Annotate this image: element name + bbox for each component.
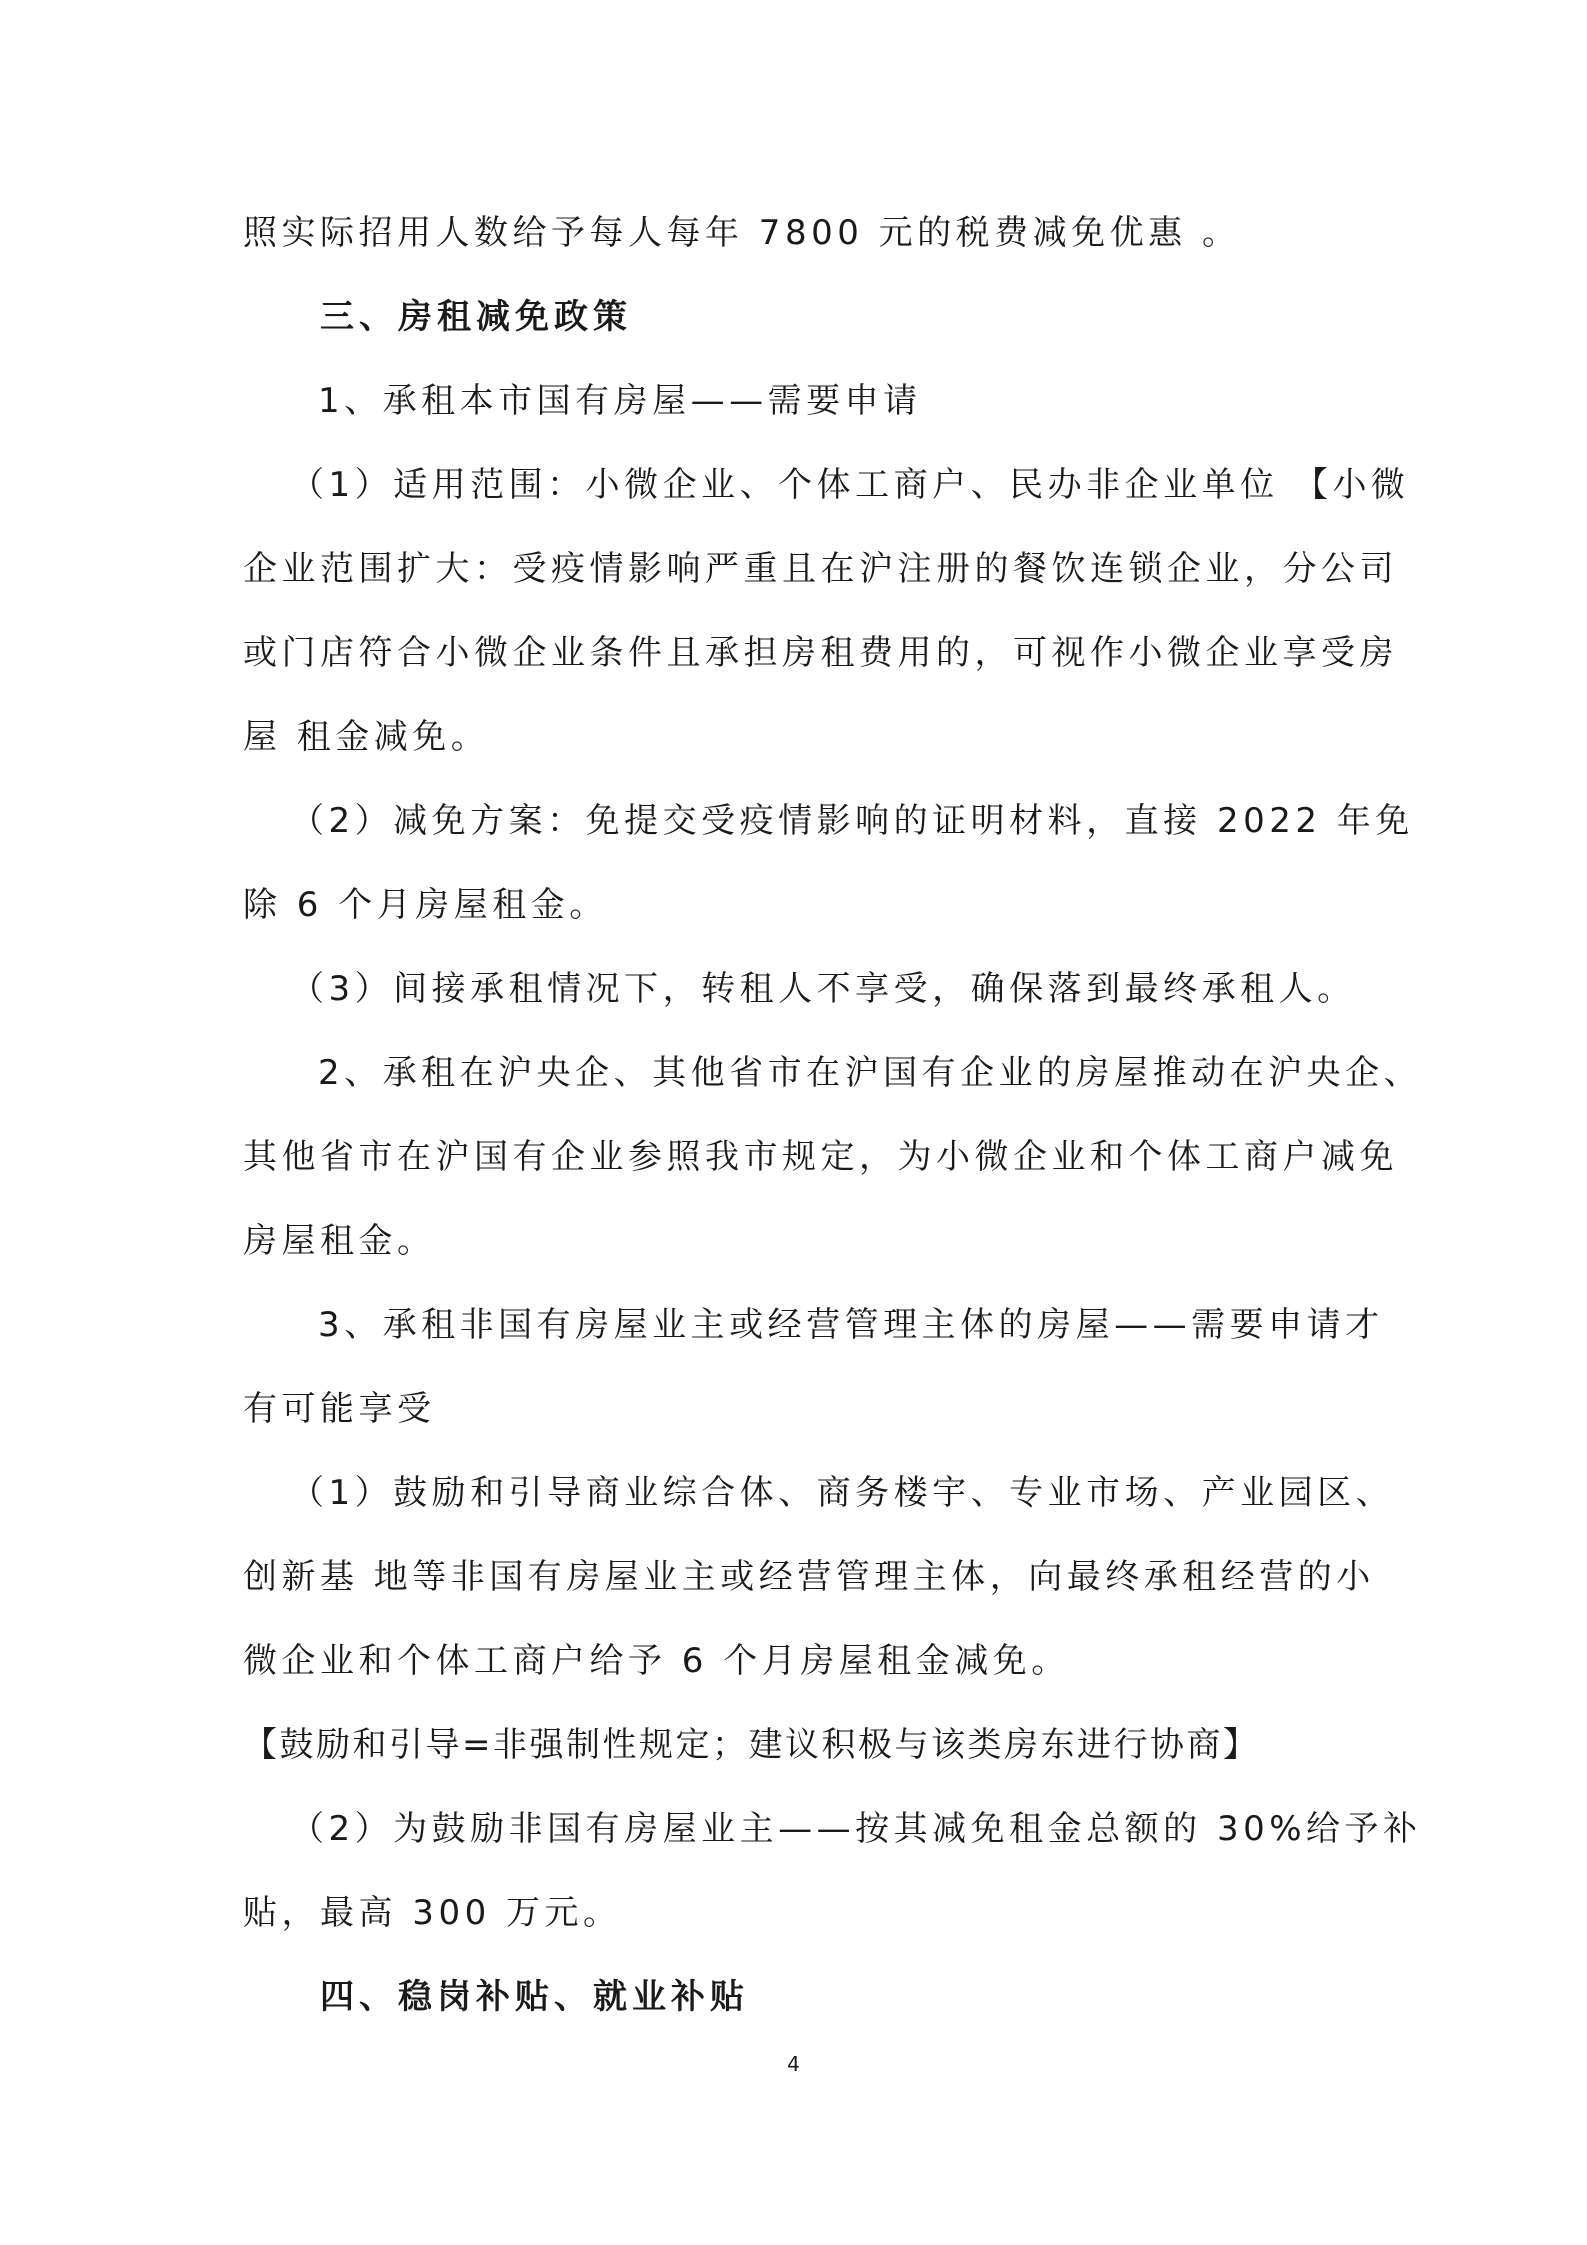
paragraph-line: （1）适用范围：小微企业、个体工商户、民办非企业单位 【小微 xyxy=(290,465,1410,505)
paragraph-line: 或门店符合小微企业条件且承担房租费用的，可视作小微企业享受房 xyxy=(243,633,1398,673)
subsection-heading-1: 1、承租本市国有房屋——需要申请 xyxy=(318,381,922,421)
paragraph-continuation: 照实际招用人数给予每人每年 7800 元的税费减免优惠 。 xyxy=(243,213,1241,253)
paragraph-line: 房屋租金。 xyxy=(243,1221,436,1261)
paragraph-line: （3）间接承租情况下，转租人不享受，确保落到最终承租人。 xyxy=(290,969,1356,1009)
paragraph-line: 除 6 个月房屋租金。 xyxy=(243,885,608,925)
paragraph-line: 贴，最高 300 万元。 xyxy=(243,1893,622,1933)
note-line: 【鼓励和引导=非强制性规定；建议积极与该类房东进行协商】 xyxy=(243,1725,1260,1765)
paragraph-line: 有可能享受 xyxy=(243,1389,436,1429)
page-number: 4 xyxy=(787,2052,800,2076)
paragraph-line: 创新基 地等非国有房屋业主或经营管理主体，向最终承租经营的小 xyxy=(243,1557,1375,1597)
subsection-heading-2: 2、承租在沪央企、其他省市在沪国有企业的房屋推动在沪央企、 xyxy=(318,1053,1423,1093)
section-heading-4: 四、稳岗补贴、就业补贴 xyxy=(320,1977,749,2017)
paragraph-line: 企业范围扩大：受疫情影响严重且在沪注册的餐饮连锁企业，分公司 xyxy=(243,549,1398,589)
paragraph-line: （2）减免方案：免提交受疫情影响的证明材料，直接 2022 年免 xyxy=(290,801,1414,841)
section-heading-3: 三、房租减免政策 xyxy=(320,297,632,337)
paragraph-line: 屋 租金减免。 xyxy=(243,717,490,757)
paragraph-line: 微企业和个体工商户给予 6 个月房屋租金减免。 xyxy=(243,1641,1070,1681)
subsection-heading-3: 3、承租非国有房屋业主或经营管理主体的房屋——需要申请才 xyxy=(318,1305,1384,1345)
paragraph-line: 其他省市在沪国有企业参照我市规定，为小微企业和个体工商户减免 xyxy=(243,1137,1398,1177)
paragraph-line: （1）鼓励和引导商业综合体、商务楼宇、专业市场、产业园区、 xyxy=(290,1473,1395,1513)
paragraph-line: （2）为鼓励非国有房屋业主——按其减免租金总额的 30%给予补 xyxy=(290,1809,1422,1849)
